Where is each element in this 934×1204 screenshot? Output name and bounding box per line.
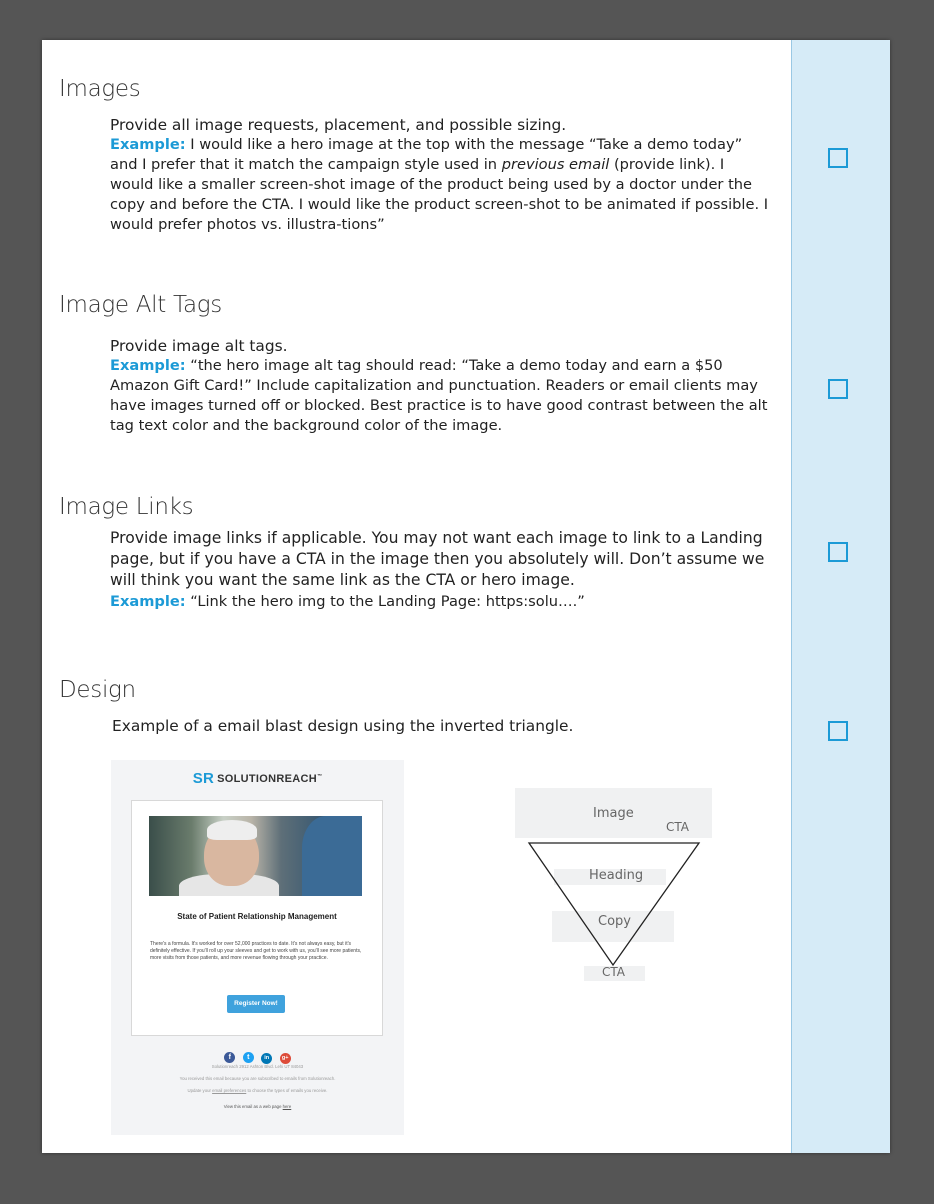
inverted-triangle-diagram: [512, 788, 722, 988]
diagram-image-label: Image: [593, 806, 634, 821]
links-example-text: “Link the hero img to the Landing Page: https:solu….”: [185, 593, 585, 610]
email-mockup: [111, 760, 404, 1135]
checklist-sidebar: [791, 40, 890, 1153]
links-checkbox[interactable]: [828, 542, 848, 562]
images-checkbox[interactable]: [828, 148, 848, 168]
diagram-cta-top-label: CTA: [666, 820, 689, 834]
document-page: [42, 40, 890, 1153]
diagram-cta-bottom-label: CTA: [602, 965, 625, 979]
email-preferences-link[interactable]: email preferences: [212, 1088, 247, 1093]
images-lead: Provide all image requests, placement, and possible sizing.: [110, 116, 567, 134]
footer-preferences: Update your email preferences to choose the types of emails you receive.: [187, 1088, 328, 1093]
email-card-title: State of Patient Relationship Management: [177, 912, 337, 921]
footer-subscription-note: You received this email because you are subscribed to emails from Solutionreach.: [179, 1076, 336, 1081]
logo-trademark: ™: [316, 773, 323, 780]
footer-web-view: View this email as a web page here: [223, 1104, 292, 1109]
images-body: [110, 115, 770, 235]
solutionreach-logo: [111, 770, 404, 787]
twitter-icon[interactable]: t: [243, 1052, 254, 1063]
images-example-text: I would like a hero image at the top with the message “Take a demo today” and I prefer that it match the campaign style used in: [110, 136, 743, 173]
diagram-heading-label: Heading: [589, 868, 644, 883]
hero-image: [149, 816, 362, 896]
linkedin-icon[interactable]: in: [261, 1053, 272, 1064]
register-now-button[interactable]: Register Now!: [227, 995, 285, 1013]
links-body: [110, 528, 770, 612]
example-label: Example:: [110, 357, 186, 374]
sidebar-divider: [791, 40, 792, 1153]
web-view-link[interactable]: here: [282, 1104, 292, 1109]
hero-person-right: [302, 816, 362, 896]
alt-tags-checkbox[interactable]: [828, 379, 848, 399]
footer-address: Solutionreach 2912 Ashton Blvd. Lehi UT 84043: [211, 1064, 304, 1069]
social-icons: [111, 1046, 404, 1064]
images-example-text-2: (provide link). I would like a smaller screen-shot image of the product being used by a doctor under the copy and before the CTA. I would like the product screen-shot to be animated if possible. I would prefer photos vs. illustra-tions”: [110, 156, 769, 233]
facebook-icon[interactable]: f: [224, 1052, 235, 1063]
design-heading: Design: [59, 677, 136, 703]
email-card-body: There's a formula. It's worked for over 52,000 practices to date. It's not always easy, but it's definitely effective. If you'll roll up your sleeves and get to work with us, you'll see more patients, more visits from those patients, and more revenue flowing through your practice.: [150, 941, 362, 961]
hero-hair: [207, 820, 257, 840]
images-heading: Images: [59, 76, 141, 102]
example-label: Example:: [110, 136, 186, 153]
alt-tags-lead: Provide image alt tags.: [110, 337, 288, 355]
design-lead: Example of a email blast design using the inverted triangle.: [112, 717, 574, 735]
links-heading: Image Links: [59, 494, 194, 520]
googleplus-icon[interactable]: g+: [280, 1053, 291, 1064]
design-checkbox[interactable]: [828, 721, 848, 741]
alt-tags-body: [110, 336, 770, 436]
alt-tags-example-text: “the hero image alt tag should read: “Take a demo today and earn a $50 Amazon Gift Card!” Include capitalization and punctuation. Readers or email clients may have images turned off or blocked. Best practice is to have good contrast between the alt tag text color and the background color of the image.: [110, 357, 768, 434]
example-label: Example:: [110, 593, 186, 610]
alt-tags-heading: Image Alt Tags: [59, 292, 222, 318]
links-lead: Provide image links if applicable. You may not want each image to link to a Landing page, but if you have a CTA in the image then you absolutely will. Don’t assume we will think you want the same link as the CTA or hero image.: [110, 529, 765, 589]
logo-text: SOLUTIONREACH: [217, 773, 317, 785]
logo-mark-icon: SR: [192, 770, 215, 787]
diagram-copy-label: Copy: [598, 914, 631, 929]
email-card: [131, 800, 383, 1036]
images-example-italic: previous email: [501, 156, 610, 173]
